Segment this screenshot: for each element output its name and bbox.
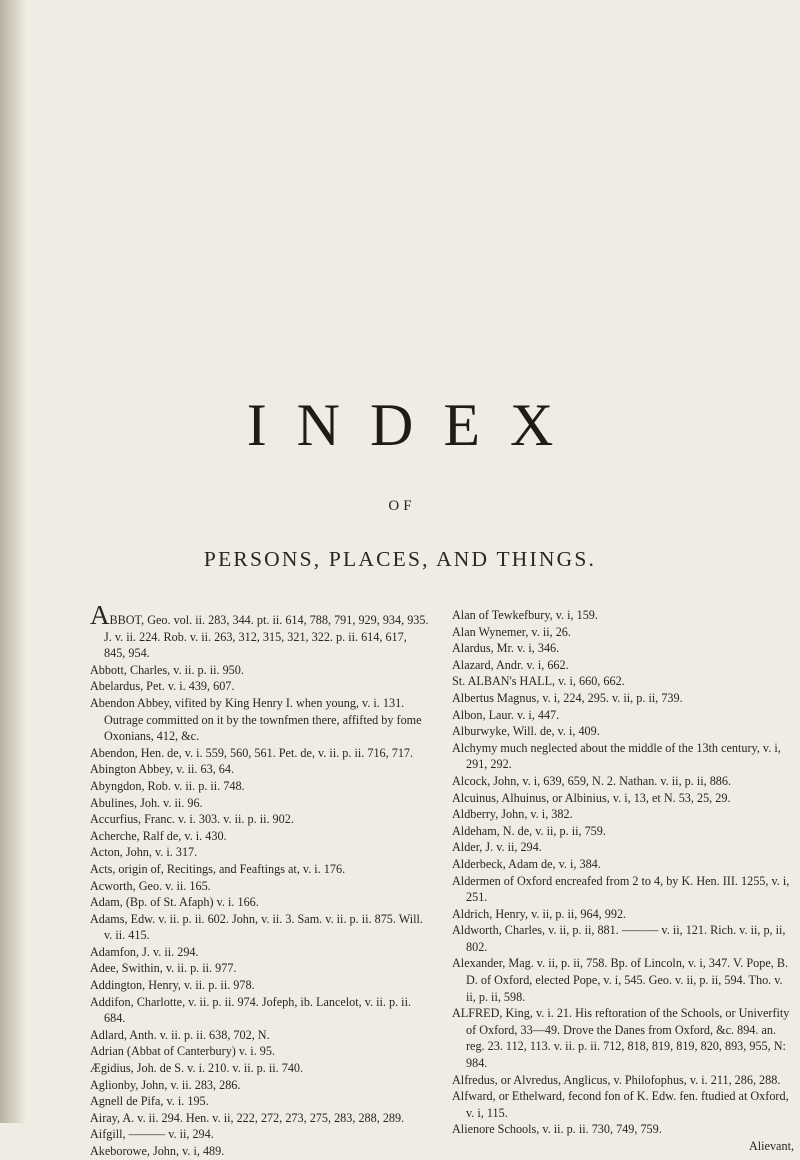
index-entry: ALFRED, King, v. i. 21. His reftoration of the Schools, or Univerfity of Oxford, 33—49. Drove the Danes from Oxford, &c. 894. an. reg. 23. 112, 113. v. ii. p. ii. 712, 818, 819, 819, 820, 893, 955, N: 984. xyxy=(452,1006,790,1071)
index-entry: Abulines, Joh. v. ii. 96. xyxy=(90,795,203,810)
index-entry: Aldermen of Oxford encreafed from 2 to 4, by K. Hen. III. 1255, v. i, 251. xyxy=(452,873,790,905)
index-column-left xyxy=(90,600,430,1160)
index-entry: Accurfius, Franc. v. i. 303. v. ii. p. ii. 902. xyxy=(90,812,294,827)
index-entry: Abyngdon, Rob. v. ii. p. ii. 748. xyxy=(90,778,245,793)
title-connector: OF xyxy=(388,498,416,514)
index-entry: Alienore Schools, v. ii. p. ii. 730, 749, 759. xyxy=(452,1122,662,1137)
index-entry: Abendon, Hen. de, v. i. 559, 560, 561. Pet. de, v. ii. p. ii. 716, 717. xyxy=(90,745,414,760)
index-entry: Alfward, or Ethelward, fecond fon of K. Edw. fen. ftudied at Oxford, v. i, 115. xyxy=(452,1089,789,1120)
index-column-right xyxy=(452,607,794,1155)
index-entry: Albertus Magnus, v. i, 224, 295. v. ii, p. ii, 739. xyxy=(452,690,683,705)
index-entry: Alfredus, or Alvredus, Anglicus, v. Philofophus, v. i. 211, 286, 288. xyxy=(452,1072,781,1087)
index-entry: Aldberry, John, v. i, 382. xyxy=(452,807,573,822)
index-entry: Airay, A. v. ii. 294. Hen. v. ii, 222, 272, 273, 275, 283, 288, 289. xyxy=(90,1110,405,1125)
index-entry: Akeborowe, John, v. i, 489. xyxy=(90,1144,225,1158)
index-entry: Abington Abbey, v. ii. 63, 64. xyxy=(90,762,234,777)
index-entry: Alcuinus, Alhuinus, or Albinius, v. i, 13, et N. 53, 25, 29. xyxy=(452,790,731,805)
index-entry: Aldworth, Charles, v. ii, p. ii, 881. ——— v. ii, 121. Rich. v. ii, p, ii, 802. xyxy=(452,923,786,954)
index-entry: Acherche, Ralf de, v. i. 430. xyxy=(90,828,227,843)
index-entry: Abbott, Charles, v. ii. p. ii. 950. xyxy=(90,662,244,677)
index-entry: Alburwyke, Will. de, v. i, 409. xyxy=(452,724,600,739)
index-entry: Acton, John, v. i. 317. xyxy=(90,845,198,860)
index-entry: Aglionby, John, v. ii. 283, 286. xyxy=(90,1077,241,1092)
index-entry: Alexander, Mag. v. ii, p. ii, 758. Bp. of Lincoln, v. i, 347. V. Pope, B. D. of Oxford, elected Pope, v. i, 545. Geo. v. ii, p. ii, 594. Tho. v. ii, p. ii, 598. xyxy=(452,956,788,1004)
index-entry: Alchymy much neglected about the middle of the 13th century, v. i, 291, 292. xyxy=(452,740,781,772)
index-entry: Addington, Henry, v. ii. p. ii. 978. xyxy=(90,978,255,993)
page-subtitle: PERSONS, PLACES, AND THINGS. xyxy=(203,547,597,571)
index-entry: Adam, (Bp. of St. Afaph) v. i. 166. xyxy=(90,895,259,910)
index-entry: Adamfon, J. v. ii. 294. xyxy=(90,944,199,959)
index-entry: Ægidius, Joh. de S. v. i. 210. v. ii. p. ii. 740. xyxy=(90,1061,304,1076)
index-entry: Adams, Edw. v. ii. p. ii. 602. John, v. ii. 3. Sam. v. ii. p. ii. 875. Will. v. ii. 415. xyxy=(90,911,423,943)
index-entry: Acworth, Geo. v. ii. 165. xyxy=(90,878,211,893)
index-entry: Alcock, John, v. i, 639, 659, N. 2. Nathan. v. ii, p. ii, 886. xyxy=(452,773,732,788)
index-entry: Albon, Laur. v. i, 447. xyxy=(452,707,560,722)
index-entry: Adlard, Anth. v. ii. p. ii. 638, 702, N. xyxy=(90,1027,270,1042)
index-entry: Aldrich, Henry, v. ii, p. ii, 964, 992. xyxy=(452,906,627,921)
page-title: INDEX xyxy=(246,392,584,458)
index-entry: Alder, J. v. ii, 294. xyxy=(452,840,542,855)
index-entry: Abelardus, Pet. v. i. 439, 607. xyxy=(90,679,235,694)
index-entry: St. ALBAN's HALL, v. i, 660, 662. xyxy=(452,674,625,689)
index-entry: Agnell de Pifa, v. i. 195. xyxy=(90,1094,209,1109)
index-entry: Aifgill, ——— v. ii, 294. xyxy=(90,1127,214,1142)
index-entry: Alderbeck, Adam de, v. i, 384. xyxy=(452,856,601,871)
index-entry: Aldeham, N. de, v. ii, p. ii, 759. xyxy=(452,823,606,838)
index-entry: Alan Wynemer, v. ii, 26. xyxy=(452,624,571,639)
index-entry: Alardus, Mr. v. i, 346. xyxy=(452,641,560,656)
index-entry: Adee, Swithin, v. ii. p. ii. 977. xyxy=(90,961,237,976)
index-entry: Abendon Abbey, vifited by King Henry I. when young, v. i. 131. Outrage committed on it by the townfmen there, affifted by fome Oxonians, 412, &c. xyxy=(90,695,422,744)
index-entry: Alan of Tewkefbury, v. i, 159. xyxy=(452,608,598,622)
index-entry: Adrian (Abbat of Canterbury) v. i. 95. xyxy=(90,1044,276,1059)
index-entry: Alazard, Andr. v. i, 662. xyxy=(452,657,569,672)
catchword: Alievant, xyxy=(748,1139,794,1153)
index-entry: Addifon, Charlotte, v. ii. p. ii. 974. Jofeph, ib. Lancelot, v. ii. p. ii. 684. xyxy=(90,994,412,1026)
index-entry: Acts, origin of, Recitings, and Feaftings at, v. i. 176. xyxy=(90,861,346,876)
index-entry: ABBOT, Geo. vol. ii. 283, 344. pt. ii. 614, 788, 791, 929, 934, 935. J. v. ii. 224. Rob. v. ii. 263, 312, 315, 321, 322. p. ii. 614, 617, 845, 954. xyxy=(90,600,429,661)
